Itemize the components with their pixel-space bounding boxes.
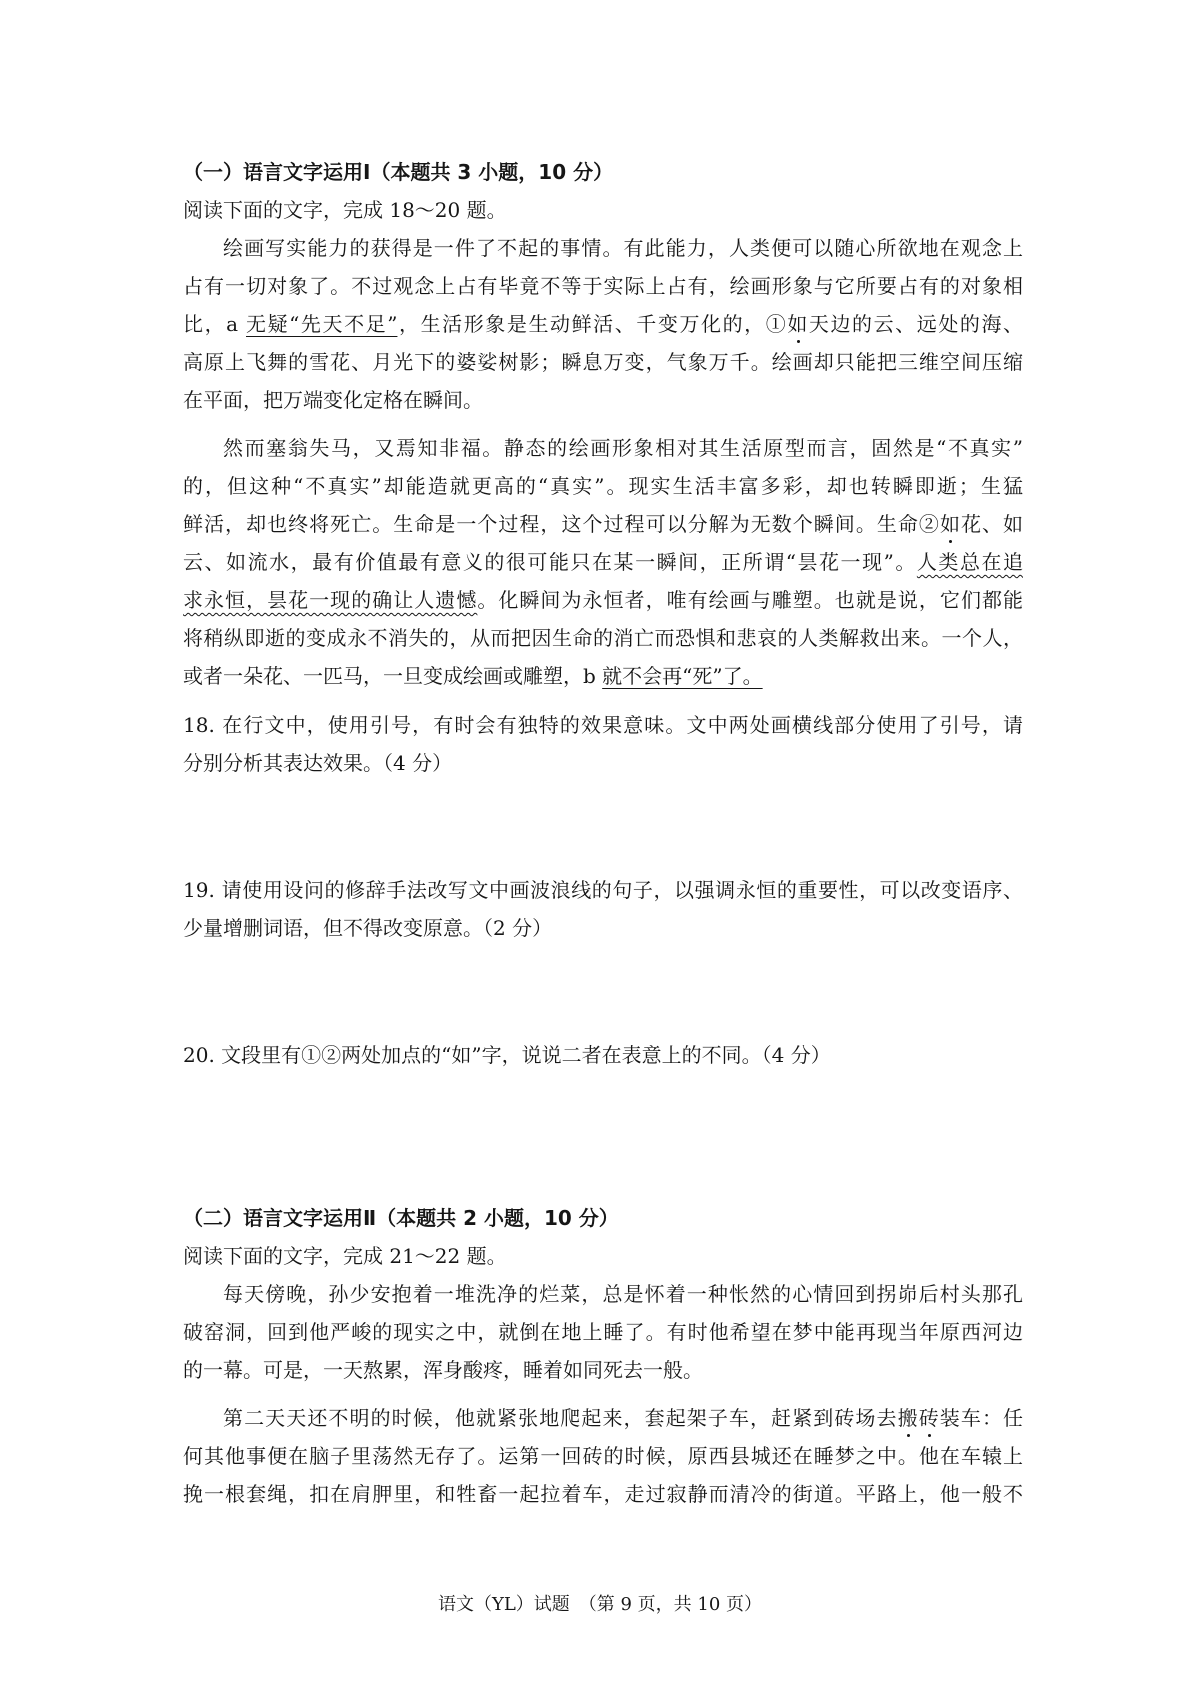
- passage1-text: 云、如流水，最有价值最有意义的很可能只在某一瞬间，正所谓“昙花一现”。: [183, 550, 917, 574]
- passage2-text: 第二天天还不明的时候，他就紧张地爬起来，套起架子车，赶紧到砖场去: [223, 1406, 898, 1430]
- passage1-line: [183, 666, 1023, 686]
- passage1-line: 在平面，把万端变化定格在瞬间。: [183, 388, 483, 412]
- section1-instruction: 阅读下面的文字，完成 18～20 题。: [183, 198, 507, 222]
- section2-instruction: 阅读下面的文字，完成 21～22 题。: [183, 1244, 507, 1268]
- passage1-line: [183, 552, 1023, 572]
- passage1-text: 。化瞬间为永恒者，唯有绘画与雕塑。也就是说，它们都能: [477, 588, 1024, 612]
- passage1-text: 比，a: [183, 312, 246, 336]
- passage2-line: 挽一根套绳，扣在肩胛里，和牲畜一起拉着车，走过寂静而清冷的街道。平路上，他一般不: [183, 1482, 1023, 1506]
- passage1-line: 绘画写实能力的获得是一件了不起的事情。有此能力，人类便可以随心所欲地在观念上: [223, 236, 1023, 260]
- question-19: 19. 请使用设问的修辞手法改写文中画波浪线的句子，以强调永恒的重要性，可以改变语序、: [183, 878, 1023, 902]
- passage1-line: 将稍纵即逝的变成永不消失的，从而把因生命的消亡而恐惧和悲哀的人类解救出来。一个人，: [183, 626, 1023, 650]
- dotted-char-4: 砖: [918, 1406, 940, 1430]
- passage1-text: 鲜活，却也终将死亡。生命是一个过程，这个过程可以分解为无数个瞬间。生命②: [183, 512, 940, 536]
- passage1-line: [183, 314, 1023, 334]
- question-18-cont: 分别分析其表达效果。（4 分）: [183, 751, 453, 775]
- passage1-text: 花、如: [960, 512, 1024, 536]
- page-footer: 语文（YL）试题 （第 9 页，共 10 页）: [437, 1594, 763, 1615]
- question-20: 20. 文段里有①②两处加点的“如”字，说说二者在表意上的不同。（4 分）: [183, 1043, 831, 1067]
- passage1-text: 或者一朵花、一匹马，一旦变成绘画或雕塑，b: [183, 664, 603, 688]
- question-18: 18. 在行文中，使用引号，有时会有独特的效果意味。文中两处画横线部分使用了引号，请: [183, 713, 1023, 737]
- section2-title: （二）语言文字运用Ⅱ（本题共 2 小题，10 分）: [183, 1206, 619, 1230]
- passage2-line: 每天傍晚，孙少安抱着一堆洗净的烂菜，总是怀着一种怅然的心情回到拐峁后村头那孔: [223, 1282, 1023, 1306]
- passage1-line: [183, 514, 1023, 534]
- passage1-text: 天边的云、远处的海、: [808, 312, 1024, 336]
- passage2-line: 破窑洞，回到他严峻的现实之中，就倒在地上睡了。有时他希望在梦中能再现当年原西河边: [183, 1320, 1023, 1344]
- dotted-char-1: 如: [787, 312, 809, 336]
- underlined-phrase-a: 无疑“先天不足”: [246, 312, 398, 336]
- section1-title: （一）语言文字运用Ⅰ（本题共 3 小题，10 分）: [183, 160, 614, 184]
- passage2-line: 何其他事便在脑子里荡然无存了。运第一回砖的时候，原西县城还在睡梦之中。他在车辕上: [183, 1444, 1023, 1468]
- passage1-line: 高原上飞舞的雪花、月光下的婆娑树影；瞬息万变，气象万千。绘画却只能把三维空间压缩: [183, 350, 1023, 374]
- wavy-underlined-sentence: 人类总在追: [916, 550, 1023, 574]
- underlined-phrase-b: 就不会再“死”了。: [602, 664, 763, 688]
- passage2-text: 装车：任: [939, 1406, 1024, 1430]
- passage1-line: 的，但这种“不真实”却能造就更高的“真实”。现实生活丰富多彩，却也转瞬即逝；生猛: [183, 474, 1023, 498]
- passage1-line: 然而塞翁失马，又焉知非福。静态的绘画形象相对其生活原型而言，固然是“不真实”: [223, 436, 1023, 460]
- passage1-line: [183, 590, 1023, 610]
- question-19-cont: 少量增删词语，但不得改变原意。（2 分）: [183, 916, 553, 940]
- passage2-line: [223, 1408, 1023, 1428]
- passage2-line: 的一幕。可是，一天熬累，浑身酸疼，睡着如同死去一般。: [183, 1358, 703, 1382]
- passage1-text: ，生活形象是生动鲜活、千变万化的，①: [397, 312, 788, 336]
- dotted-char-3: 搬: [897, 1406, 919, 1430]
- dotted-char-2: 如: [939, 512, 961, 536]
- wavy-underlined-sentence: 求永恒，昙花一现的确让人遗憾: [183, 588, 478, 612]
- passage1-line: 占有一切对象了。不过观念上占有毕竟不等于实际上占有，绘画形象与它所要占有的对象相: [183, 274, 1023, 298]
